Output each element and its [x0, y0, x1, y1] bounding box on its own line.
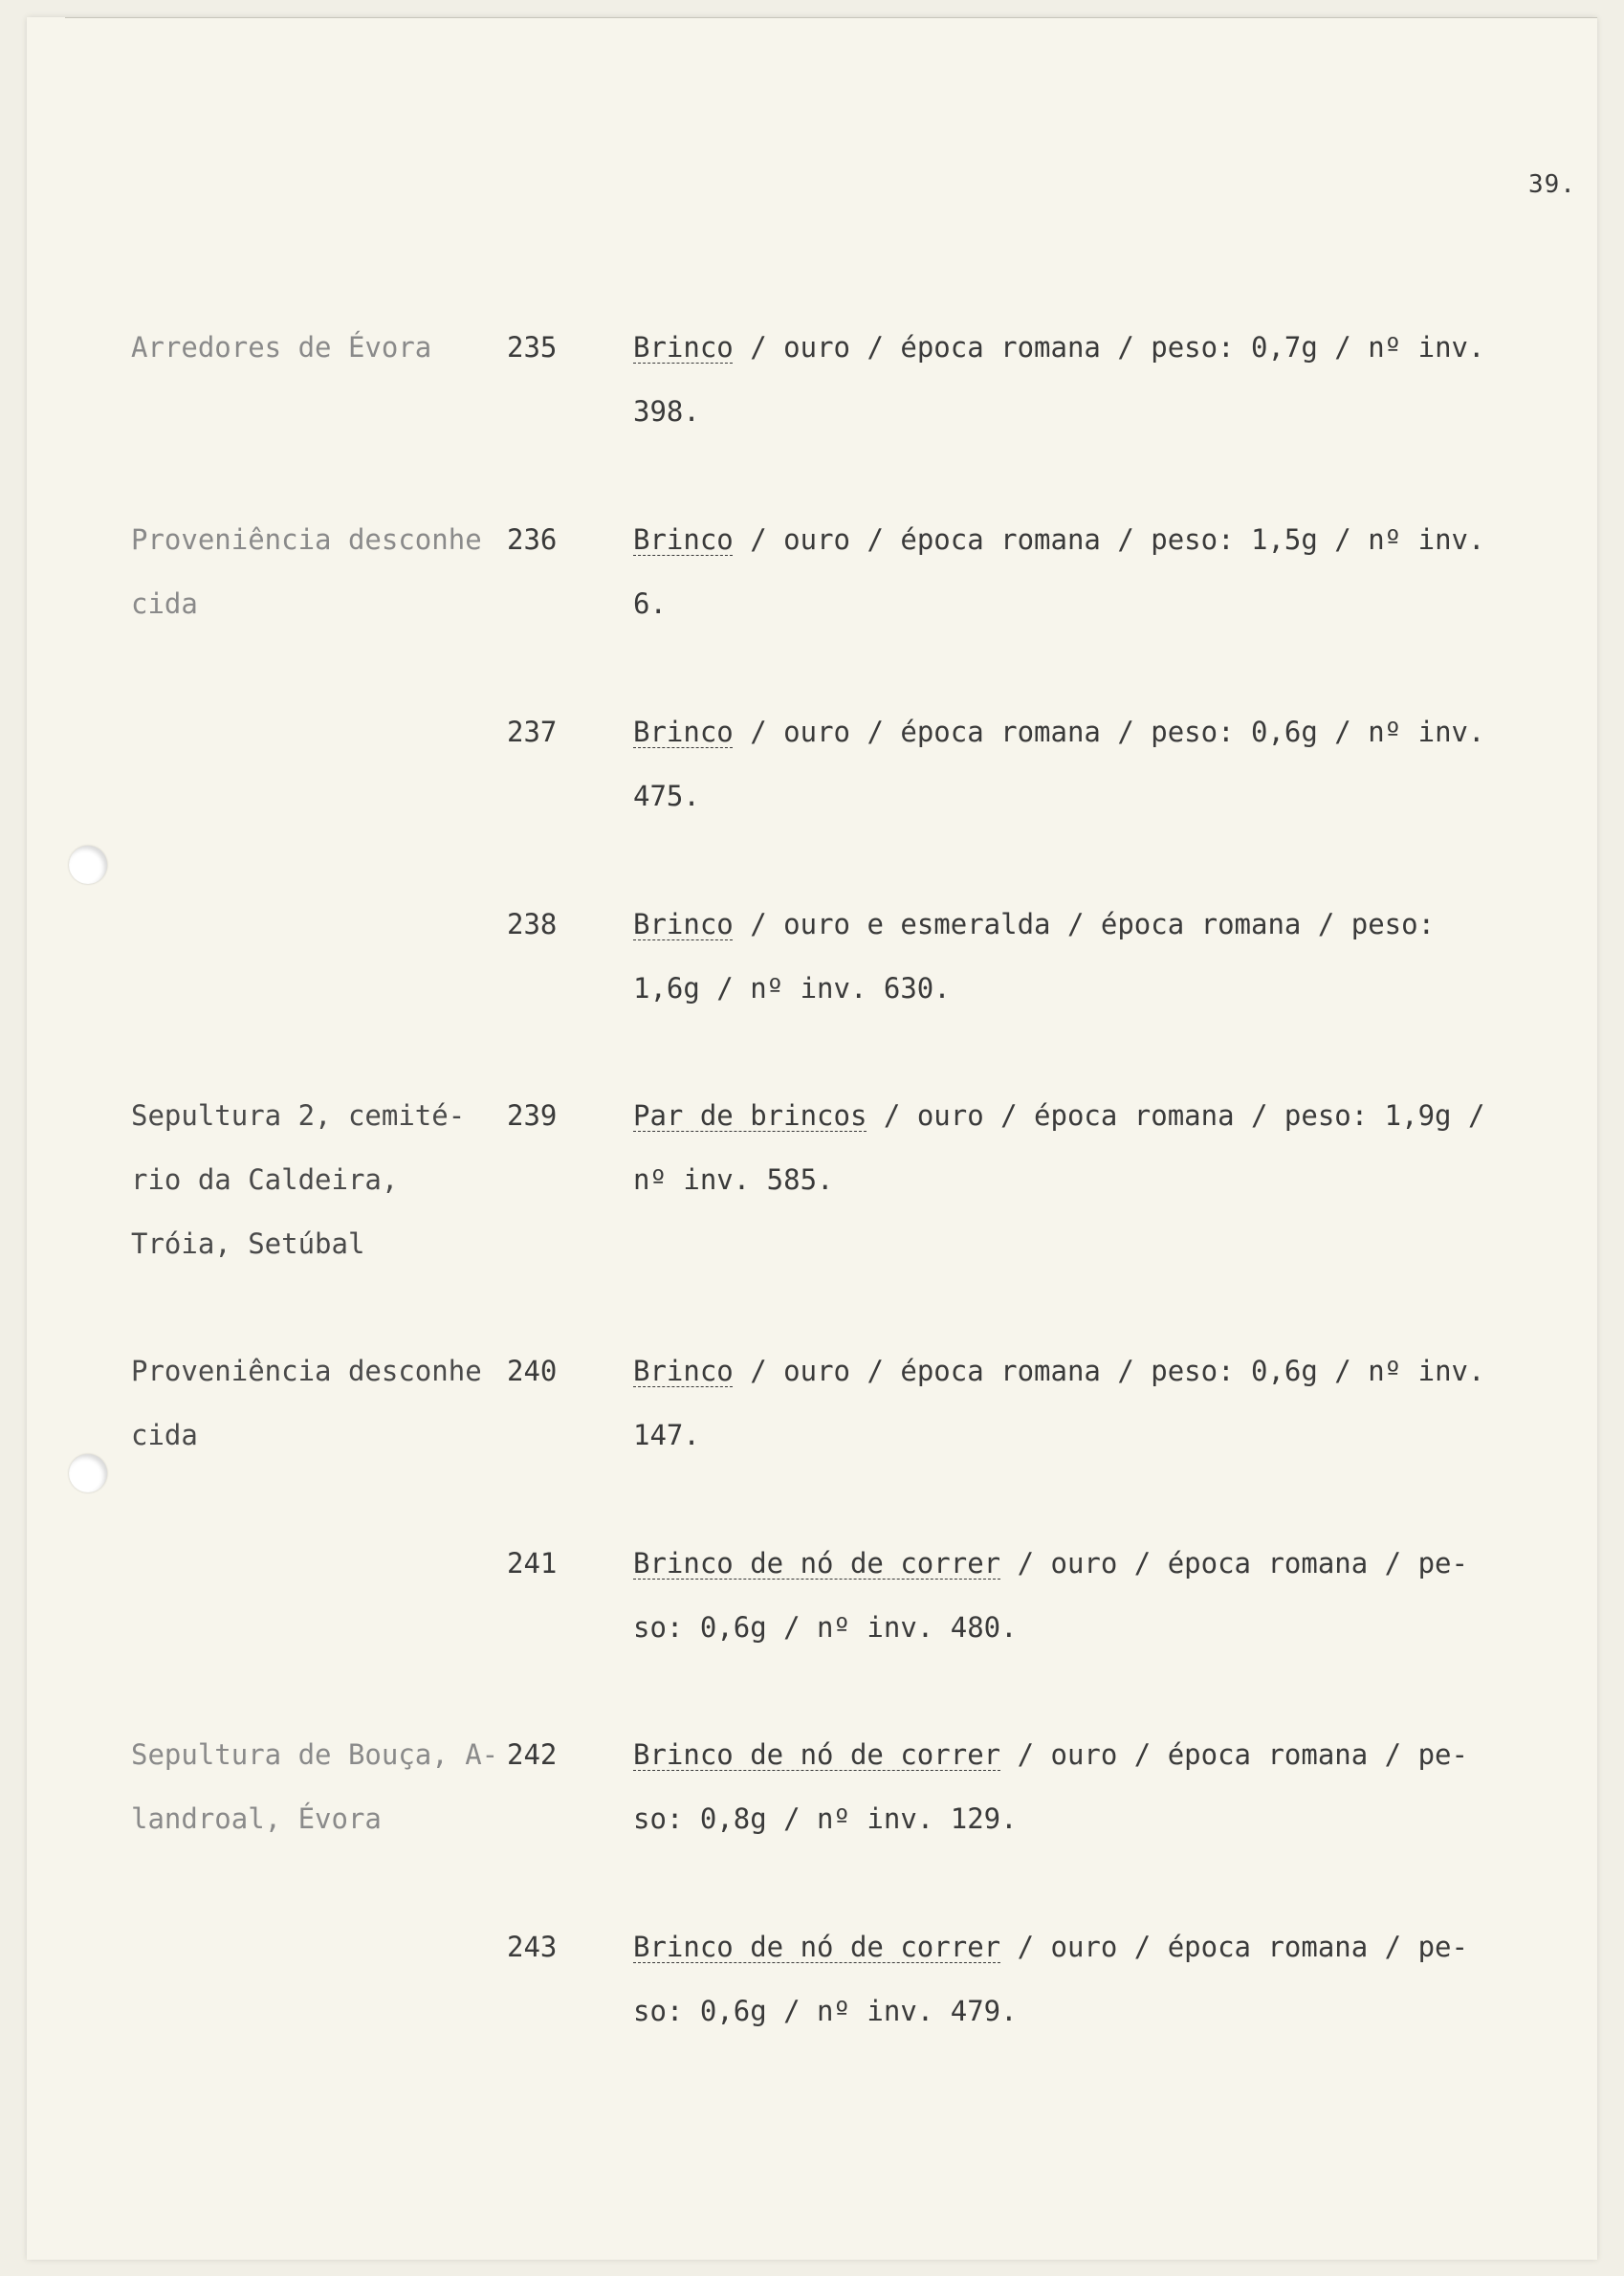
page-edge-line	[65, 17, 1597, 18]
document-page	[27, 17, 1597, 2260]
punch-hole	[69, 1454, 107, 1492]
entry-description: Brinco / ouro / época romana / peso: 1,5g / nº inv. 6.	[633, 523, 1485, 620]
entry-number: 237	[507, 716, 558, 748]
entry-number: 236	[507, 523, 558, 556]
item-name: Brinco de nó de correr	[633, 1547, 1001, 1580]
item-name: Brinco	[633, 523, 734, 556]
entry-number: 239	[507, 1099, 558, 1132]
entry-location: Proveniência desconhe cida	[131, 523, 482, 620]
entry-number: 238	[507, 908, 558, 940]
entry-description: Brinco de nó de correr / ouro / época romana / pe- so: 0,6g / nº inv. 479.	[633, 1931, 1468, 2027]
entry-number: 241	[507, 1547, 558, 1580]
entry-number: 240	[507, 1355, 558, 1387]
item-name: Brinco	[633, 908, 734, 940]
entry-description: Brinco de nó de correr / ouro / época romana / pe- so: 0,6g / nº inv. 480.	[633, 1547, 1468, 1644]
item-name: Brinco de nó de correr	[633, 1738, 1001, 1771]
item-name: Brinco	[633, 331, 734, 364]
entry-number: 242	[507, 1738, 558, 1771]
item-name: Par de brincos	[633, 1099, 867, 1132]
entry-location: Sepultura de Bouça, A- landroal, Évora	[131, 1738, 499, 1835]
entry-description: Brinco / ouro / época romana / peso: 0,6g / nº inv. 475.	[633, 716, 1485, 812]
entry-location: Proveniência desconhe cida	[131, 1355, 482, 1451]
entry-location: Sepultura 2, cemité- rio da Caldeira, Tróia, Setúbal	[131, 1099, 466, 1260]
entry-description: Par de brincos / ouro / época romana / peso: 1,9g / nº inv. 585.	[633, 1099, 1485, 1196]
item-name: Brinco	[633, 716, 734, 748]
item-name: Brinco	[633, 1355, 734, 1387]
page-number: 39.	[1528, 170, 1576, 199]
entry-description: Brinco de nó de correr / ouro / época romana / pe- so: 0,8g / nº inv. 129.	[633, 1738, 1468, 1835]
item-name: Brinco de nó de correr	[633, 1931, 1001, 1963]
entry-description: Brinco / ouro / época romana / peso: 0,7g / nº inv. 398.	[633, 331, 1485, 428]
punch-hole	[69, 846, 107, 884]
entry-number: 243	[507, 1931, 558, 1963]
entry-location: Arredores de Évora	[131, 331, 432, 364]
entry-description: Brinco / ouro e esmeralda / época romana / peso: 1,6g / nº inv. 630.	[633, 908, 1436, 1005]
entry-number: 235	[507, 331, 558, 364]
entry-description: Brinco / ouro / época romana / peso: 0,6g / nº inv. 147.	[633, 1355, 1485, 1451]
